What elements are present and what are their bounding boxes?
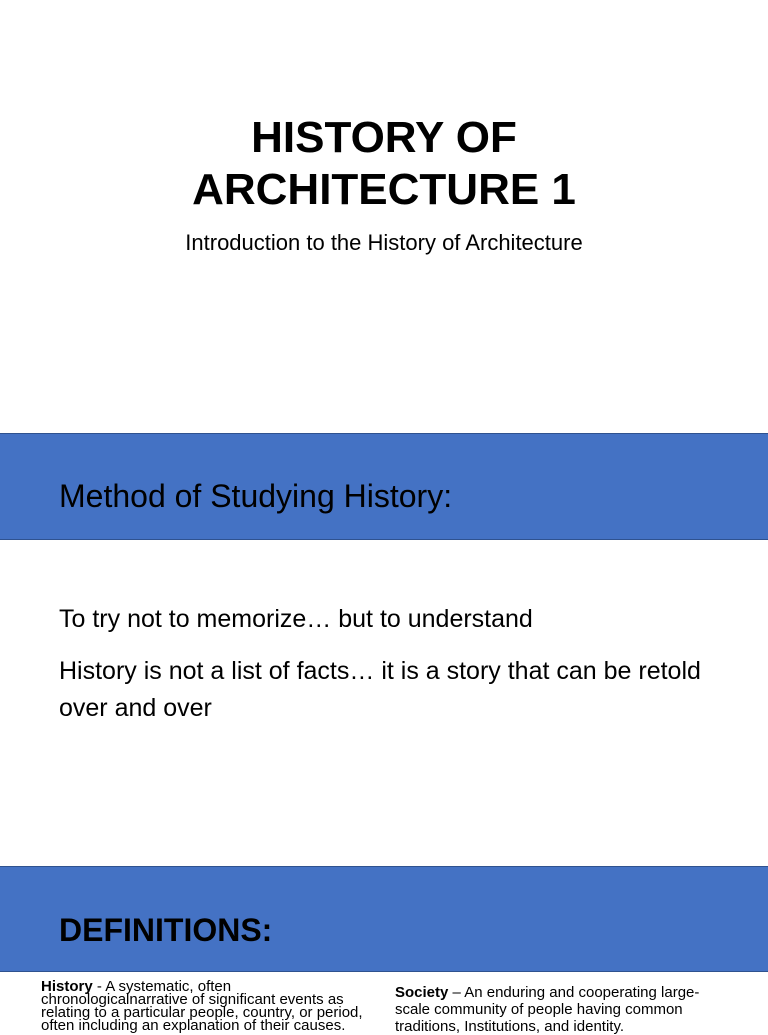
title-line-2: ARCHITECTURE 1 [192,165,576,214]
history-definition [41,980,371,1032]
society-text: An enduring and cooperating large-scale community of people having common traditions, Institutions, and identity. [395,984,700,1035]
definitions-heading: DEFINITIONS: [59,912,273,948]
society-separator: – [448,984,465,1001]
title-slide [0,0,768,433]
history-term: History [41,978,93,995]
title-line-1: HISTORY OF [251,113,517,162]
presentation-subtitle: Introduction to the History of Architecture [185,230,583,255]
method-slide-body [0,540,768,866]
definitions-slide-body [0,972,768,1035]
method-point-1: To try not to memorize… but to understand [59,605,533,633]
method-heading: Method of Studying History: [59,478,453,514]
society-definition [395,984,715,1035]
history-text: A systematic, often chronologicalnarrative of significant events as relating to a particular people, country, or period, often including an explanation of their causes. [41,978,363,1034]
society-term: Society [395,984,449,1001]
presentation-title [0,112,768,216]
history-separator: - [92,978,106,995]
method-point-2: History is not a list of facts… it is a story that can be retold over and over [59,657,701,722]
